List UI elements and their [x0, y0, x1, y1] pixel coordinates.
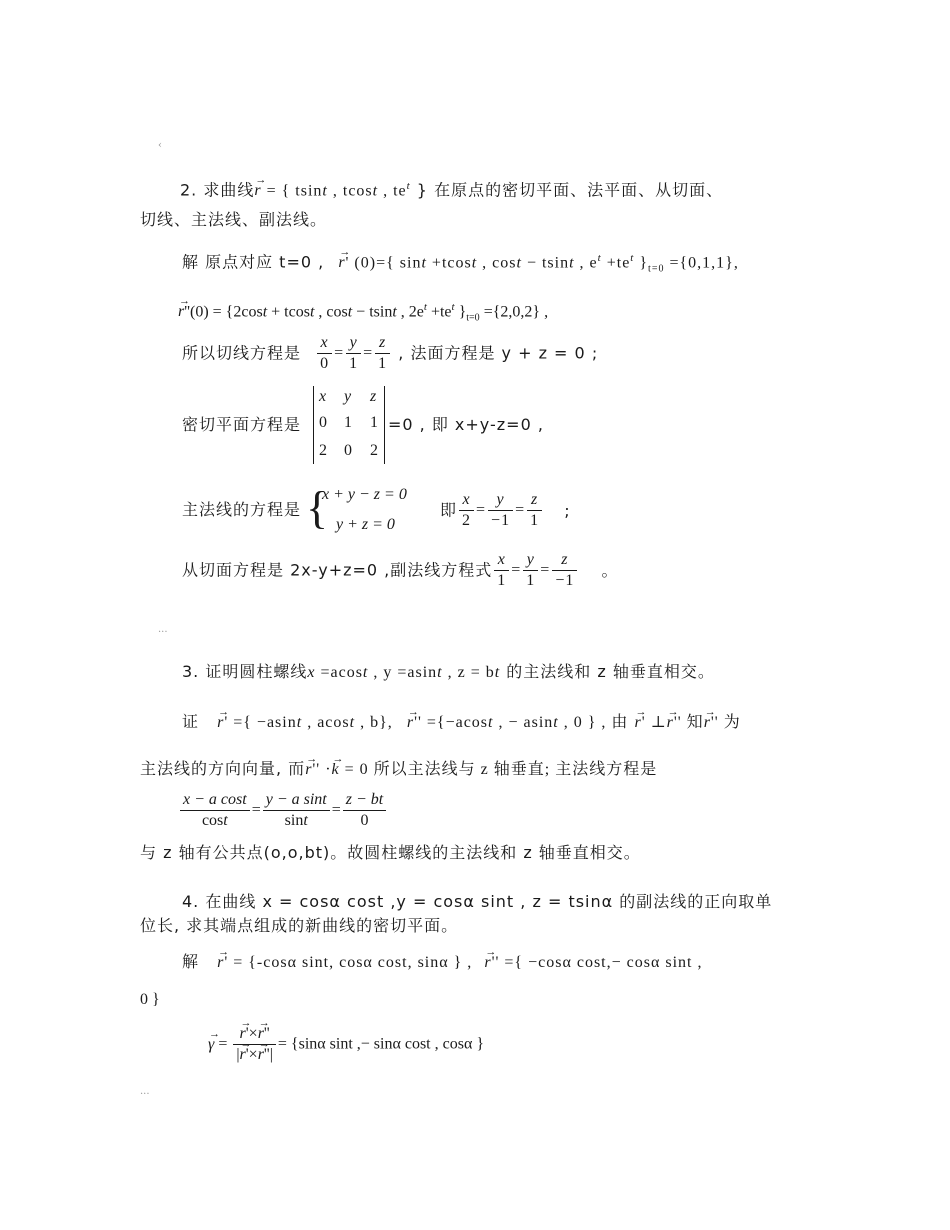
- system-equation-1: x + y − z = 0: [322, 486, 407, 503]
- binormal-gamma: → γ = → $\frac{r'\times\to r''}{|\to r'\times\to r''|}$ = {sinα sint ,− sinα cost , cosα }: [208, 1024, 484, 1065]
- problem-2-title-cont: 切线、主法线、副法线。: [140, 210, 328, 229]
- determinant: x y z 0 1 1 2 0 2: [313, 386, 385, 464]
- problem-4-title: 4. 在曲线 x = cosα cost ,y = cosα sint , z = tsinα 的副法线的正向取单: [182, 892, 773, 911]
- osculating-plane-result: =0 , 即 x+y-z=0 ,: [388, 415, 544, 434]
- problem-4-solution: 解 → r' = {-cosα sint, cosα cost, sinα } , → r'' ={ −cosα cost,− cosα sint ,: [182, 952, 702, 973]
- solution-first-derivative: 解 原点对应 t=0 , → r' (0)={ sint +tcost , cost − tsint , $e^t +te^t$ }$_{t=0} =\{0,1,1\}$,: [182, 248, 739, 280]
- problem-2-title: 2. 求曲线→ r = { tsint , tcost , $te^t$ } 在原点的密切平面、法平面、从切面、: [180, 176, 723, 201]
- rectifying-and-binormal: 从切面方程是 2x-y+z=0 ,副法线方程式 $\frac{x}{1}$ = $\frac{y}{1}$ = $\frac{z}{-1}$ 。: [182, 551, 619, 589]
- system-equation-2: y + z = 0: [336, 516, 395, 533]
- problem-3-title: 3. 证明圆柱螺线x =acost , y =asint , z = bt 的主法线和 z 轴垂直相交。: [182, 662, 715, 681]
- vector-r: → r: [254, 181, 261, 201]
- ellipsis-marker: ...: [140, 1086, 150, 1097]
- ellipsis-marker: ...: [158, 624, 168, 635]
- system-brace: {: [306, 482, 329, 533]
- problem-4-title-cont: 位长, 求其端点组成的新曲线的密切平面。: [140, 916, 459, 935]
- principal-normal-label: 主法线的方程是: [182, 500, 302, 519]
- problem-3-proof: 证 → r' ={ −asint , acost , b}, → r'' ={−acost , − asint , 0 } , 由 → r' ⊥→ r'' 知→ r'' 为: [182, 712, 741, 733]
- principal-normal-symmetric: 即 $\frac{x}{2}$ = $\frac{y}{-1}$ = $\frac{z}{1}$ ;: [440, 491, 571, 529]
- problem-3-direction: 主法线的方向向量, 而→ r'' ·→ k = 0 所以主法线与 z 轴垂直; 主法线方程是: [140, 759, 657, 780]
- problem-4-solution-cont: 0 }: [140, 991, 160, 1008]
- problem-3-conclusion: 与 z 轴有公共点(o,o,bt)。故圆柱螺线的主法线和 z 轴垂直相交。: [140, 843, 641, 862]
- solution-second-derivative: → r''(0) = {2cost + tcost , cost − tsint , $2e^t +te^t$ }$_{t=0} =\{2,0,2\}$ ,: [178, 297, 548, 329]
- osculating-plane-label: 密切平面方程是: [182, 415, 302, 434]
- principal-normal-fraction: $\frac{\text{x − a cost}}{\cos t}$ = $\frac{\text{y − a sint}}{\sin t}$ = $\frac{z - bt}{0}$: [178, 790, 388, 831]
- page-marker-top: ‹: [158, 140, 162, 151]
- tangent-line-equation: 所以切线方程是 $\frac{x}{0}$ = $\frac{y}{1}$ = $\frac{z}{1}$ , 法面方程是 y + z = 0 ;: [182, 334, 599, 372]
